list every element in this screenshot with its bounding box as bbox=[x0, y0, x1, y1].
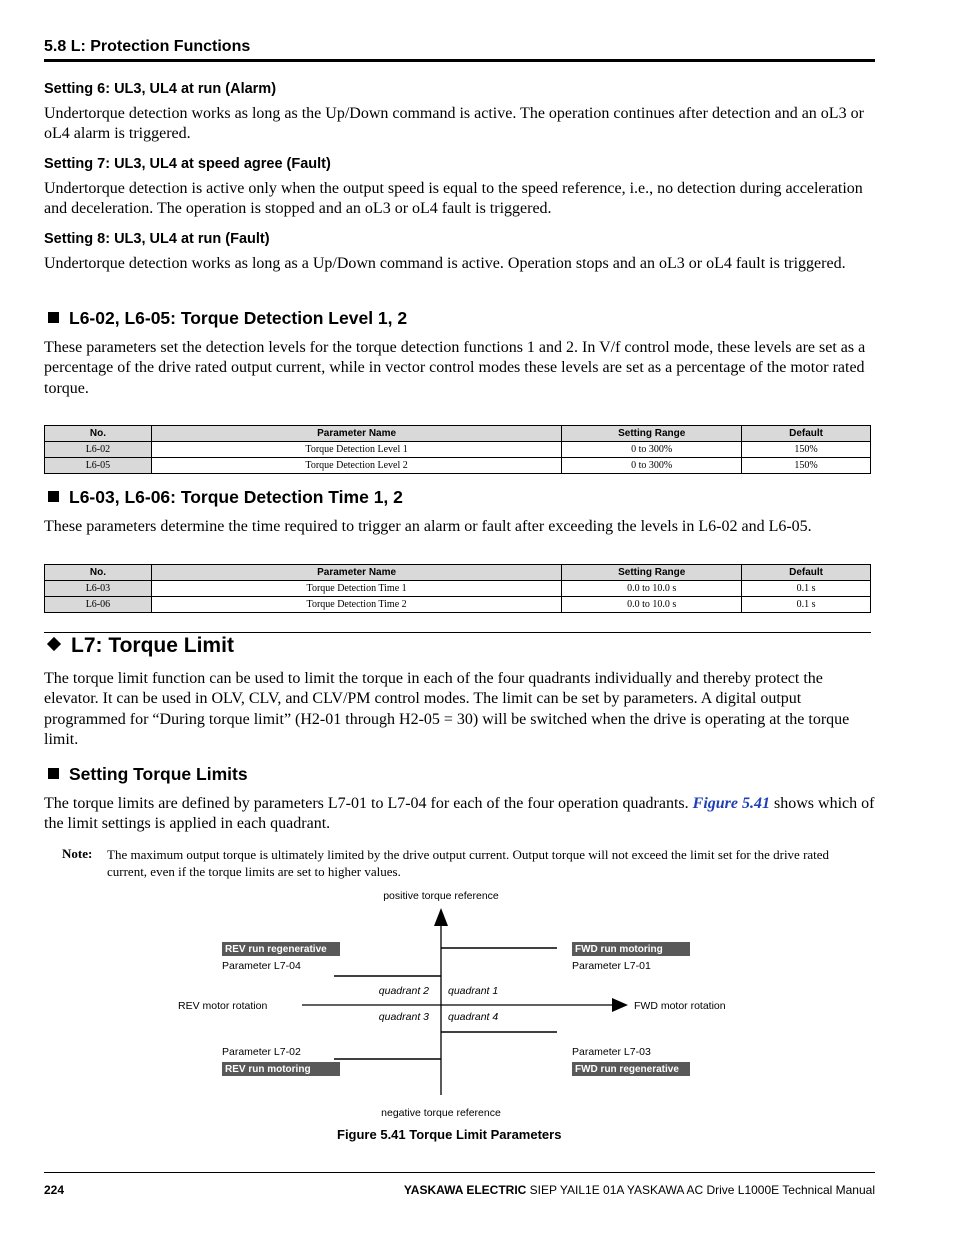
level-parameter-table bbox=[44, 425, 871, 474]
figure-5-41-link[interactable]: Figure 5.41 bbox=[692, 795, 770, 812]
setting-7-text: Undertorque detection is active only when the output speed is equal to the speed reference, i.e., no detection during acceleration and deceleration. The operation is stopped and an oL3 or oL4 fault is triggered. bbox=[44, 180, 863, 218]
table-cell: 0 to 300% bbox=[562, 442, 742, 458]
setting-limits-heading bbox=[44, 764, 248, 785]
table-row bbox=[45, 597, 871, 613]
table-cell: Torque Detection Level 1 bbox=[151, 442, 561, 458]
table-row bbox=[45, 458, 871, 474]
table-header-cell: No. bbox=[45, 565, 152, 581]
fwd-motor-param: Parameter L7-01 bbox=[572, 960, 651, 972]
figure-caption: Figure 5.41 Torque Limit Parameters bbox=[337, 1127, 562, 1142]
footer-rule bbox=[44, 1172, 875, 1173]
diamond-bullet-icon bbox=[47, 637, 61, 651]
setting-7-title: Setting 7: UL3, UL4 at speed agree (Fault) bbox=[44, 156, 331, 172]
section-header: 5.8 L: Protection Functions bbox=[44, 38, 251, 55]
table-cell: 0.0 to 10.0 s bbox=[562, 581, 742, 597]
table-cell: Torque Detection Time 1 bbox=[151, 581, 561, 597]
table-header-cell: Parameter Name bbox=[151, 426, 561, 442]
table-header-cell: No. bbox=[45, 426, 152, 442]
level-section-heading bbox=[44, 308, 407, 329]
quadrant-2-label: quadrant 2 bbox=[378, 985, 429, 997]
table-cell: 0.0 to 10.0 s bbox=[562, 597, 742, 613]
table-cell: L6-03 bbox=[45, 581, 152, 597]
table-cell: L6-06 bbox=[45, 597, 152, 613]
table-cell: L6-05 bbox=[45, 458, 152, 474]
square-bullet-icon bbox=[48, 491, 59, 502]
table-header-cell: Parameter Name bbox=[151, 565, 561, 581]
footer-title bbox=[404, 1183, 875, 1197]
time-section-text: These parameters determine the time required to trigger an alarm or fault after exceeding the levels in L6-02 and L6-05. bbox=[44, 518, 812, 535]
footer-brand: YASKAWA ELECTRIC bbox=[403, 1183, 527, 1197]
table-cell: 150% bbox=[742, 442, 871, 458]
rev-motor-param: Parameter L7-02 bbox=[222, 1046, 301, 1058]
setting-limits-text-end: shows which of the limit settings is applied in each quadrant. bbox=[44, 795, 875, 833]
table-cell: Torque Detection Time 2 bbox=[151, 597, 561, 613]
square-bullet-icon bbox=[48, 312, 59, 323]
time-section-heading bbox=[44, 487, 403, 508]
note-text: The maximum output torque is ultimately limited by the drive output current. Output torque will not exceed the limit set for the drive rated current, even if the torque limits are set to higher values. bbox=[107, 847, 830, 879]
time-section-title: L6-03, L6-06: Torque Detection Time 1, 2 bbox=[69, 487, 403, 507]
table-header-row bbox=[45, 565, 871, 581]
table-header-cell: Default bbox=[742, 426, 871, 442]
table-cell: 0 to 300% bbox=[562, 458, 742, 474]
level-section-title: L6-02, L6-05: Torque Detection Level 1, 2 bbox=[69, 308, 408, 328]
table-header-cell: Default bbox=[742, 565, 871, 581]
table-cell: 0.1 s bbox=[742, 581, 871, 597]
setting-8-text: Undertorque detection works as long as a Up/Down command is active. Operation stops and an oL3 or oL4 fault is triggered. bbox=[44, 255, 846, 272]
right-arrow-icon bbox=[612, 998, 628, 1012]
fwd-motor-badge: FWD run motoring bbox=[575, 944, 663, 955]
rev-regen-badge: REV run regenerative bbox=[225, 944, 327, 955]
table-cell: L6-02 bbox=[45, 442, 152, 458]
square-bullet-icon bbox=[48, 768, 59, 779]
setting-limits-text bbox=[44, 794, 876, 835]
quadrant-4-label: quadrant 4 bbox=[448, 1011, 499, 1023]
setting-8-title: Setting 8: UL3, UL4 at run (Fault) bbox=[44, 231, 270, 247]
up-arrow-icon bbox=[434, 908, 448, 926]
time-parameter-table bbox=[44, 564, 871, 613]
l7-heading bbox=[44, 634, 234, 658]
rev-regen-param: Parameter L7-04 bbox=[222, 960, 301, 972]
table-row bbox=[45, 442, 871, 458]
quadrant-3-label: quadrant 3 bbox=[378, 1011, 429, 1023]
setting-limits-text-start: The torque limits are defined by parameters L7-01 to L7-04 for each of the four operation quadrants. bbox=[44, 795, 693, 812]
header-rule bbox=[44, 59, 875, 62]
table-cell: 150% bbox=[742, 458, 871, 474]
quadrant-1-label: quadrant 1 bbox=[448, 985, 499, 997]
table-cell: 0.1 s bbox=[742, 597, 871, 613]
torque-limit-diagram bbox=[0, 880, 954, 1119]
level-section-text: These parameters set the detection levels for the torque detection functions 1 and 2. In V/f control mode, these levels are set as a percentage of the drive rated output current, while in vector control modes these levels are set as a percentage of the motor rated torque. bbox=[44, 339, 866, 397]
fwd-rotation-label: FWD motor rotation bbox=[634, 1000, 726, 1012]
fwd-regen-param: Parameter L7-03 bbox=[572, 1046, 651, 1058]
footer-doc: SIEP YAIL1E 01A YASKAWA AC Drive L1000E Technical Manual bbox=[526, 1183, 875, 1197]
setting-6-text: Undertorque detection works as long as the Up/Down command is active. The operation continues after detection and an oL3 or oL4 alarm is triggered. bbox=[44, 105, 864, 143]
rev-rotation-label: REV motor rotation bbox=[178, 1000, 268, 1012]
setting-limits-title: Setting Torque Limits bbox=[69, 764, 248, 784]
table-cell: Torque Detection Level 2 bbox=[151, 458, 561, 474]
table-header-cell: Setting Range bbox=[562, 565, 742, 581]
fwd-regen-badge: FWD run regenerative bbox=[575, 1064, 679, 1075]
positive-ref-label: positive torque reference bbox=[383, 890, 499, 902]
l7-title: L7: Torque Limit bbox=[71, 634, 234, 657]
table-row bbox=[45, 581, 871, 597]
l7-rule bbox=[44, 632, 871, 633]
page-number: 224 bbox=[44, 1183, 65, 1197]
table-header-cell: Setting Range bbox=[562, 426, 742, 442]
negative-ref-label: negative torque reference bbox=[381, 1107, 501, 1119]
l7-text: The torque limit function can be used to limit the torque in each of the four quadrants individually and thereby protect the elevator. It can be used in OLV, CLV, and CLV/PM control modes. The limit can be set by parameters. A digital output programmed for “During torque limit” (H2-01 through H2-05 = 30) will be switched when the drive is operating at the torque limit. bbox=[44, 670, 850, 749]
rev-motor-badge: REV run motoring bbox=[225, 1064, 311, 1075]
note-label: Note: bbox=[62, 846, 93, 861]
table-header-row bbox=[45, 426, 871, 442]
setting-6-title: Setting 6: UL3, UL4 at run (Alarm) bbox=[44, 81, 277, 97]
